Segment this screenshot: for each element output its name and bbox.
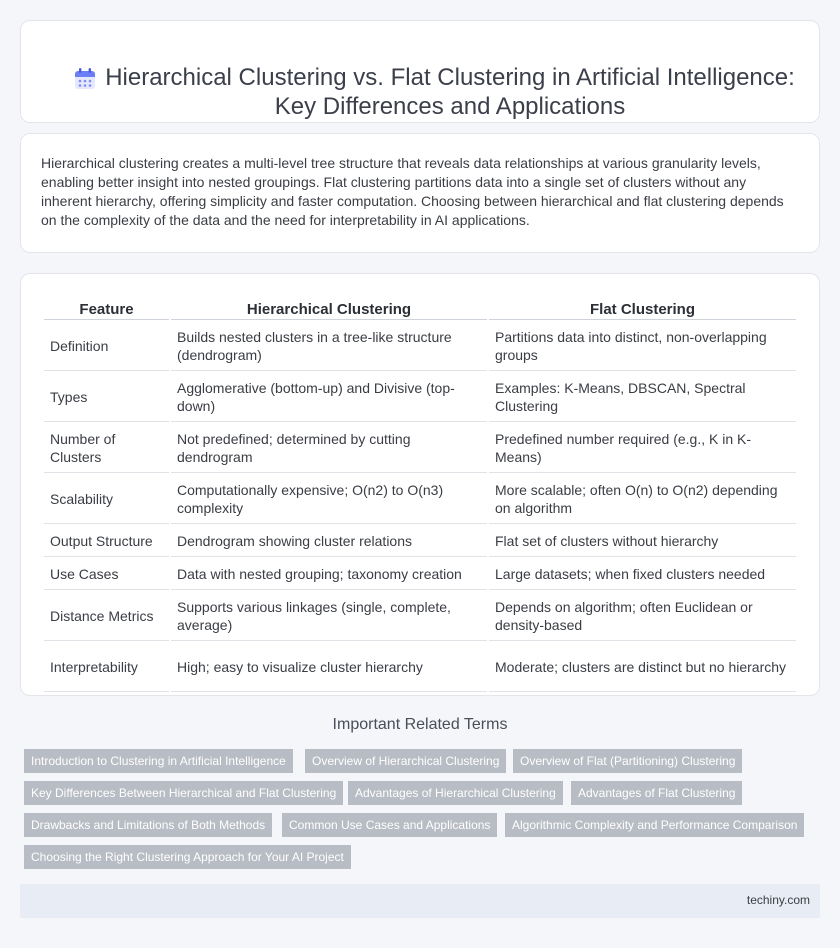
related-term-tag[interactable]: Choosing the Right Clustering Approach for Your AI Project xyxy=(24,845,351,869)
table-row xyxy=(44,373,796,422)
related-term-tag[interactable]: Overview of Hierarchical Clustering xyxy=(305,749,506,773)
feature-cell: Number of Clusters xyxy=(44,424,169,473)
hierarchical-cell: High; easy to visualize cluster hierarchy xyxy=(171,643,487,692)
hierarchical-cell: Data with nested grouping; taxonomy creation xyxy=(171,559,487,590)
flat-cell: Moderate; clusters are distinct but no hierarchy xyxy=(489,643,796,692)
calendar-icon xyxy=(73,67,97,91)
feature-cell: Interpretability xyxy=(44,643,169,692)
hierarchical-cell: Computationally expensive; O(n2) to O(n3) complexity xyxy=(171,475,487,524)
related-term-tag[interactable]: Drawbacks and Limitations of Both Methods xyxy=(24,813,272,837)
hierarchical-cell: Supports various linkages (single, complete, average) xyxy=(171,592,487,641)
table-row xyxy=(44,322,796,371)
flat-cell: Predefined number required (e.g., K in K-Means) xyxy=(489,424,796,473)
header-hierarchical: Hierarchical Clustering xyxy=(171,296,487,320)
footer xyxy=(20,884,820,918)
related-term-tag[interactable]: Advantages of Flat Clustering xyxy=(571,781,742,805)
feature-cell: Definition xyxy=(44,322,169,371)
flat-cell: Partitions data into distinct, non-overlapping groups xyxy=(489,322,796,371)
flat-cell: Examples: K-Means, DBSCAN, Spectral Clustering xyxy=(489,373,796,422)
table-row xyxy=(44,424,796,473)
table-row xyxy=(44,592,796,641)
hierarchical-cell: Not predefined; determined by cutting dendrogram xyxy=(171,424,487,473)
related-term-tag[interactable]: Key Differences Between Hierarchical and Flat Clustering xyxy=(24,781,343,805)
feature-cell: Output Structure xyxy=(44,526,169,557)
related-term-tag[interactable]: Algorithmic Complexity and Performance Comparison xyxy=(505,813,804,837)
flat-cell: Depends on algorithm; often Euclidean or density-based xyxy=(489,592,796,641)
related-term-tag[interactable]: Introduction to Clustering in Artificial Intelligence xyxy=(24,749,293,773)
comparison-card xyxy=(20,273,820,696)
table-row xyxy=(44,526,796,557)
hierarchical-cell: Agglomerative (bottom-up) and Divisive (top-down) xyxy=(171,373,487,422)
header-flat: Flat Clustering xyxy=(489,296,796,320)
intro-card xyxy=(20,133,820,253)
flat-cell: Flat set of clusters without hierarchy xyxy=(489,526,796,557)
hierarchical-cell: Dendrogram showing cluster relations xyxy=(171,526,487,557)
table-row xyxy=(44,559,796,590)
flat-cell: Large datasets; when fixed clusters needed xyxy=(489,559,796,590)
table-row xyxy=(44,475,796,524)
page-title: Hierarchical Clustering vs. Flat Clustering in Artificial Intelligence: Key Differences and Applications xyxy=(105,64,795,120)
flat-cell: More scalable; often O(n) to O(n2) depending on algorithm xyxy=(489,475,796,524)
feature-cell: Use Cases xyxy=(44,559,169,590)
related-term-tag[interactable]: Advantages of Hierarchical Clustering xyxy=(348,781,563,805)
hierarchical-cell: Builds nested clusters in a tree-like structure (dendrogram) xyxy=(171,322,487,371)
footer-site-link[interactable]: techiny.com xyxy=(746,893,810,907)
comparison-table xyxy=(42,294,798,694)
related-term-tag[interactable]: Common Use Cases and Applications xyxy=(282,813,497,837)
table-row xyxy=(44,643,796,692)
related-term-tag[interactable]: Overview of Flat (Partitioning) Clustering xyxy=(513,749,742,773)
intro-text: Hierarchical clustering creates a multi-level tree structure that reveals data relationships at various granularity levels, enabling better insight into nested groupings. Flat clustering partitions data into a single set of clusters without any inherent hierarchy, offering simplicity and faster computation. Choosing between hierarchical and flat clustering depends on the complexity of the data and the need for interpretability in AI applications. xyxy=(41,155,784,228)
header-feature: Feature xyxy=(44,296,169,320)
feature-cell: Distance Metrics xyxy=(44,592,169,641)
table-header-row xyxy=(44,296,796,320)
related-terms-title: Important Related Terms xyxy=(332,716,508,733)
title-card xyxy=(20,20,820,123)
feature-cell: Types xyxy=(44,373,169,422)
feature-cell: Scalability xyxy=(44,475,169,524)
